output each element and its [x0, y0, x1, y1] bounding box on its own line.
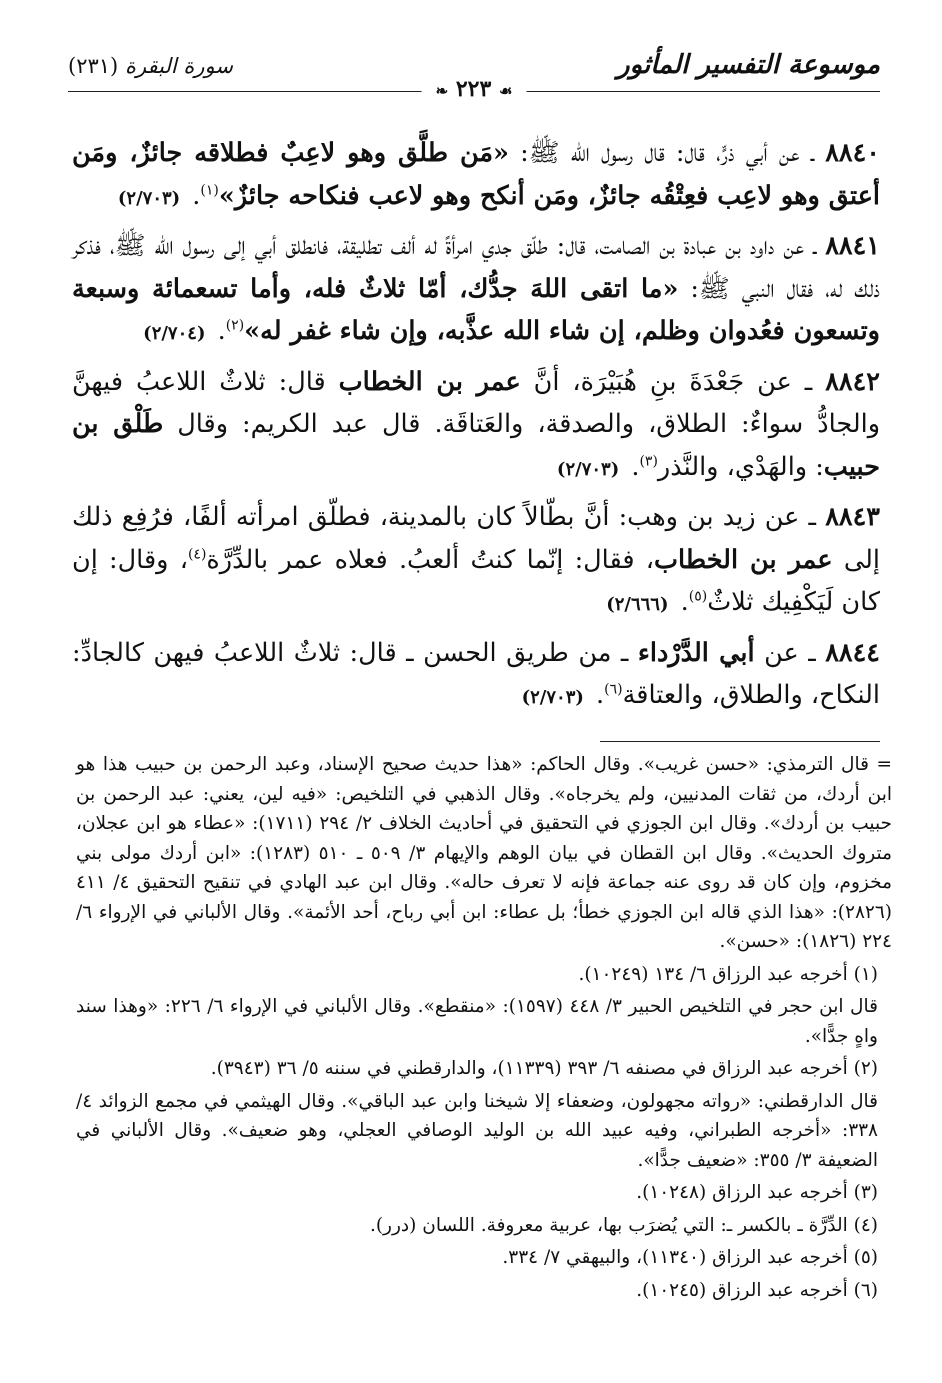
volume-page-reference: (٢/٧٠٣): [556, 458, 620, 480]
entry-number: ٨٨٤٠: [825, 138, 880, 168]
entry-text: .: [587, 680, 605, 710]
ornament-icon: ☙: [498, 82, 513, 100]
footnote: (٦) أخرجه عبد الرزاق (١٠٢٤٥).: [636, 1279, 878, 1301]
footnote: = قال الترمذي: «حسن غريب». وقال الحاكم: «هذا حديث صحيح الإسناد، وعبد الرحمن بن حبيب هذا هو ابن أردك، من ثقات المدنيين، ولم يخرجاه». وقال الذهبي في التلخيص: «فيه لين، يعني: عبد الرحمن بن حبيب بن أردك». وقال ابن الجوزي في التحقيق في أحاديث الخلاف ٢/ ٢٩٤ (١٧١١): «عطاء هو ابن عجلان، متروك الحديث». وقال ابن القطان في بيان الوهم والإيهام ٣/ ٥٠٩ ـ ٥١٠ (١٢٨٣): «ابن أردك مولى بني مخزوم، وإن كان قد روى عنه جماعة فإنه لا تعرف حاله». وقال ابن عبد الهادي في تنقيح التحقيق ٤/ ٤١١ (٢٨٢٦): «هذا الذي قاله ابن الجوزي خطأ؛ بل عطاء: ابن أبي رباح، أحد الأئمة». وقال الألباني في الإرواء ٦/ ٢٢٤ (١٨٢٦): «حسن».: [76, 754, 892, 952]
footnote: (٣) أخرجه عبد الرزاق (١٠٢٤٨).: [636, 1182, 878, 1203]
entry-number: ٨٨٤٢: [825, 366, 880, 397]
ornament-icon: ❧: [435, 82, 449, 100]
entry-text: .: [184, 180, 201, 211]
sura-reference: [68, 54, 233, 78]
entry: [72, 225, 880, 356]
footnote-marker[interactable]: (٥): [688, 588, 708, 605]
entry-text: .: [672, 587, 689, 617]
footnote-marker[interactable]: (٢): [225, 317, 245, 334]
footnote-marker[interactable]: (٤): [187, 546, 207, 562]
footnote: قال ابن حجر في التلخيص الحبير ٣/ ٤٤٨ (١٥٩٧): «منقطع». وقال الألباني في الإرواء ٦/ ٢٢٦: «وهذا سند واهٍ جدًّا».: [76, 996, 878, 1047]
footnote-marker[interactable]: (٦): [604, 681, 623, 698]
entry-text: قال: ثلاثٌ اللاعبُ فيهنَّ والجادُّ سواءٌ: الطلاق، والصدقة، والعَتاقَة. قال عبد الكريم: وقال: [72, 366, 881, 439]
entry-text: .: [623, 451, 640, 482]
volume-page-reference: (٢/٧٠٣): [521, 687, 584, 708]
entry: [72, 496, 880, 627]
footnote: (٥) أخرجه عبد الرزاق (١١٣٤٠)، والبيهقي ٧/ ٣٣٤.: [502, 1247, 878, 1268]
footnotes: [76, 750, 892, 1308]
footnote: (١) أخرجه عبد الرزاق ٦/ ١٣٤ (١٠٢٤٩).: [578, 963, 878, 985]
entry-number: ٨٨٤١: [825, 231, 880, 261]
main-text: [72, 132, 880, 725]
footnote: (٢) أخرجه عبد الرزاق في مصنفه ٦/ ٣٩٣ (١١٣٣٩)، والدارقطني في سننه ٥/ ٣٦ (٣٩٤٣).: [210, 1058, 878, 1079]
entry-number: ٨٨٤٣: [825, 502, 880, 532]
entry-text: طَلْق بن حبيب: [72, 409, 880, 482]
entry-text: عمر بن الخطاب: [654, 544, 833, 575]
entry: [72, 632, 880, 720]
entry-text: «مَن طلَّق وهو لاعِبٌ فطلاقه جائزٌ، ومَن أعتق وهو لاعِب فعِتْقُه جائزٌ، ومَن أنكح وهو لاعب فنكاحه جائزٌ»: [72, 138, 880, 211]
page-header: [68, 50, 880, 102]
volume-page-reference: (٢/٧٠٤): [143, 323, 206, 344]
entry-text: عمر بن الخطاب: [338, 366, 521, 397]
footnote-separator: [600, 741, 880, 742]
entry-text: ، فقال: إنّما كنتُ ألعبُ. فعلاه عمر بالدِّرَّة: [206, 544, 655, 575]
entry-text: ـ عن جَعْدَةَ بنِ هُبَيْرَة، أنَّ: [520, 366, 826, 397]
entry-text: ـ عن زيد بن وهب: أنَّ بطّالاً كان بالمدينة، فطلّق امرأته ألفًا، فرُفِع ذلك إلى: [72, 502, 880, 575]
entry-text: ـ عن: [754, 637, 826, 668]
entry-text: .: [209, 316, 226, 346]
entry-text: ، وقال: إن كان لَيَكْفِيك ثلاثٌ: [72, 544, 880, 617]
entry-text: ـ عن داود بن عبادة بن الصامت، قال: طلّق جدي امرأةً له ألف تطليقة، فانطلق أبي إلى رسول الله ﷺ، فذكر ذلك له، فقال النبي ﷺ:: [72, 231, 880, 304]
ayah-number: (٢٣١): [68, 54, 119, 78]
entry: [72, 132, 880, 220]
page-number: ٢٢٣: [455, 76, 492, 102]
footnote-marker[interactable]: (١): [200, 182, 219, 198]
entry: [72, 361, 880, 492]
entry-number: ٨٨٤٤: [825, 637, 880, 668]
footnote: (٤) الدِّرَّة ـ بالكسر ـ: التي يُضرَب بها، عربية معروفة. اللسان (درر).: [369, 1214, 878, 1236]
entry-text: «ما اتقى اللهَ جدُّك، أمّا ثلاثٌ فله، وأما تسعمائة وسبعة وتسعون فعُدوان وظلم، إن شاء الله عذَّبه، وإن شاء غفر له»: [72, 273, 880, 346]
entry-text: ـ من طريق الحسن ـ قال: ثلاثٌ اللاعبُ فيهن كالجادِّ: النكاح، والطلاق، والعتاقة: [72, 637, 880, 710]
footnote-marker[interactable]: (٣): [639, 453, 658, 469]
volume-page-reference: (٢/٧٠٣): [117, 187, 181, 209]
entry-text: أبي الدَّرْداء: [637, 637, 755, 668]
entry-text: ـ عن أبي ذرٍّ، قال: قال رسول الله ﷺ:: [508, 138, 826, 168]
footnote: قال الدارقطني: «رواته مجهولون، وضعفاء إلا شيخنا وابن عبد الباقي». وقال الهيثمي في مجمع الزوائد ٤/ ٣٣٨: «أخرجه الطبراني، وفيه عبيد الله بن الوليد الوصافي العجلي، وهو ضعيف». وقال الألباني في الضعيفة ٣/ ٣٥٥: «ضعيف جدًّا».: [76, 1090, 878, 1171]
entry-text: : والهَدْي، والنَّذر: [657, 451, 824, 482]
volume-page-reference: (٢/٦٦٦): [606, 594, 669, 615]
page-number-block: [422, 76, 527, 102]
sura-name: سورة البقرة: [124, 54, 233, 78]
book-title: موسوعة التفسير المأثور: [617, 50, 880, 80]
